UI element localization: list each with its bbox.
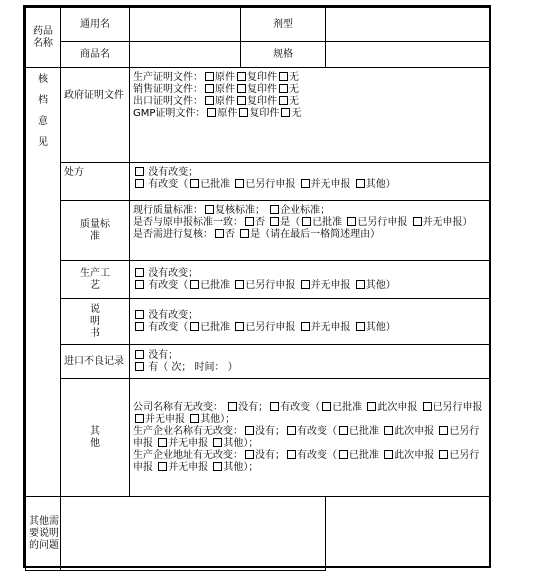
checkbox[interactable] [347, 217, 356, 226]
manual-content: 没有改变； 有改变（ 已批准 已另行申报 并无申报 其他） [130, 299, 490, 345]
checkbox[interactable] [439, 450, 448, 459]
checkbox[interactable] [135, 280, 144, 289]
checkbox[interactable] [235, 179, 244, 188]
other-label: 其他 [61, 379, 130, 497]
gov-docs-label: 政府证明文件 [61, 68, 130, 163]
checkbox[interactable] [301, 322, 310, 331]
checkbox[interactable] [213, 462, 222, 471]
generic-name-label: 通用名 [61, 8, 130, 42]
checkbox[interactable] [367, 402, 376, 411]
checkbox[interactable] [279, 96, 288, 105]
checkbox[interactable] [158, 438, 167, 447]
specification-label: 规格 [241, 42, 326, 68]
checkbox[interactable] [237, 72, 246, 81]
process-label: 生产工艺 [61, 261, 130, 299]
checkbox[interactable] [135, 322, 144, 331]
notes-field[interactable] [61, 497, 326, 571]
dosage-form-label: 剂型 [241, 8, 326, 42]
checkbox[interactable] [356, 322, 365, 331]
specification-field[interactable] [326, 42, 490, 68]
other-content: 公司名称有无改变： 没有； 有改变（ 已批准 此次申报 已另行申报 并无申报 其他）； 生产企业名称有无改变： 没有； 有改变（ 已批准 此次申报 已另行申报 并无申报 其他）； 生产企业地址有无改变： 没有； 有改变（ 已批准 此次申报 已另行申报 并无申报 其他）； [130, 379, 490, 497]
checkbox[interactable] [281, 108, 290, 117]
checkbox[interactable] [207, 108, 216, 117]
checkbox[interactable] [302, 217, 311, 226]
checkbox[interactable] [339, 426, 348, 435]
checkbox[interactable] [215, 229, 224, 238]
drug-name-label: 药品名称 [26, 8, 61, 68]
import-bad-content: 没有； 有（ 次； 时间： ） [130, 345, 490, 379]
checkbox[interactable] [356, 179, 365, 188]
gov-doc-line: 销售证明文件： 原件 复印件 无 [133, 84, 299, 95]
gov-doc-line: GMP证明文件： 原件 复印件 无 [133, 108, 302, 119]
generic-name-field[interactable] [130, 8, 241, 42]
dosage-form-field[interactable] [326, 8, 490, 42]
prescription-content: 没有改变； 有改变（ 已批准 已另行申报 并无申报 其他） [130, 163, 490, 201]
checkbox[interactable] [423, 402, 432, 411]
checkbox[interactable] [384, 426, 393, 435]
checkbox[interactable] [158, 462, 167, 471]
checkbox[interactable] [190, 322, 199, 331]
process-content: 没有改变； 有改变（ 已批准 已另行申报 并无申报 其他） [130, 261, 490, 299]
checkbox[interactable] [356, 280, 365, 289]
gov-doc-line: 出口证明文件： 原件 复印件 无 [133, 96, 299, 107]
checkbox[interactable] [190, 414, 199, 423]
checkbox[interactable] [301, 179, 310, 188]
review-form [23, 5, 491, 568]
checkbox[interactable] [439, 426, 448, 435]
trade-name-field[interactable] [130, 42, 241, 68]
checkbox[interactable] [235, 322, 244, 331]
checkbox[interactable] [135, 167, 144, 176]
gov-doc-line: 生产证明文件： 原件 复印件 无 [133, 72, 299, 83]
review-table [25, 7, 490, 571]
checkbox[interactable] [205, 96, 214, 105]
checkbox[interactable] [287, 426, 296, 435]
review-opinion-label: 核 档 意 见 [26, 68, 61, 497]
quality-label: 质量标准 [61, 201, 130, 261]
checkbox[interactable] [270, 205, 279, 214]
gov-docs-content [130, 68, 490, 163]
prescription-label: 处方 [61, 163, 130, 201]
checkbox[interactable] [135, 310, 144, 319]
import-bad-label: 进口不良记录 [61, 345, 130, 379]
checkbox[interactable] [228, 402, 237, 411]
checkbox[interactable] [413, 217, 422, 226]
checkbox[interactable] [279, 84, 288, 93]
checkbox[interactable] [237, 96, 246, 105]
checkbox[interactable] [339, 450, 348, 459]
checkbox[interactable] [270, 402, 279, 411]
checkbox[interactable] [235, 280, 244, 289]
checkbox[interactable] [301, 280, 310, 289]
checkbox[interactable] [135, 414, 144, 423]
checkbox[interactable] [287, 450, 296, 459]
checkbox[interactable] [190, 179, 199, 188]
checkbox[interactable] [205, 205, 214, 214]
checkbox[interactable] [135, 362, 144, 371]
checkbox[interactable] [384, 450, 393, 459]
checkbox[interactable] [135, 350, 144, 359]
quality-content: 现行质量标准： 复核标准； 企业标准； 是否与原申报标准一致： 否 是（ 已批准 已另行申报 并无申报） 是否需进行复核： 否 是（请在最后一格简述理由） [130, 201, 490, 261]
checkbox[interactable] [135, 268, 144, 277]
checkbox[interactable] [213, 438, 222, 447]
checkbox[interactable] [237, 84, 246, 93]
checkbox[interactable] [135, 179, 144, 188]
checkbox[interactable] [245, 426, 254, 435]
checkbox[interactable] [270, 217, 279, 226]
checkbox[interactable] [322, 402, 331, 411]
checkbox[interactable] [279, 72, 288, 81]
notes-label: 其他需要说明的问题 [26, 497, 61, 571]
checkbox[interactable] [190, 280, 199, 289]
checkbox[interactable] [245, 217, 254, 226]
trade-name-label: 商品名 [61, 42, 130, 68]
checkbox[interactable] [245, 450, 254, 459]
manual-label: 说明书 [61, 299, 130, 345]
checkbox[interactable] [205, 84, 214, 93]
checkbox[interactable] [205, 72, 214, 81]
checkbox[interactable] [240, 229, 249, 238]
checkbox[interactable] [239, 108, 248, 117]
